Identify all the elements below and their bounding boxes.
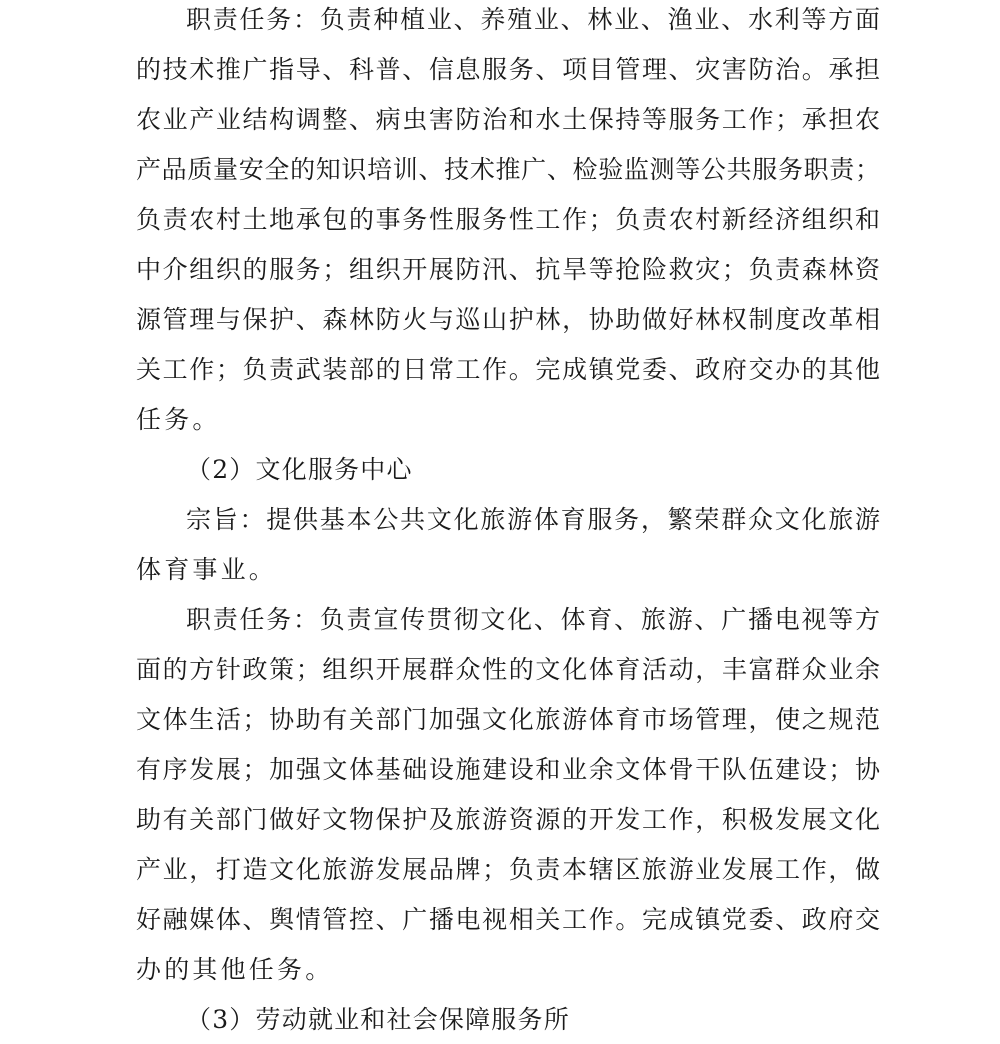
paragraph-line: 任务。 [136, 405, 221, 434]
paragraph-line: 源管理与保护、森林防火与巡山护林，协助做好林权制度改革相 [136, 305, 880, 334]
paragraph-line: 的技术推广指导、科普、信息服务、项目管理、灾害防治。承担 [136, 55, 880, 84]
paragraph-line: 产品质量安全的知识培训、技术推广、检验监测等公共服务职责； [136, 155, 880, 184]
paragraph-line: 中介组织的服务；组织开展防汛、抗旱等抢险救灾；负责森林资 [136, 255, 880, 284]
paragraph-line: 农业产业结构调整、病虫害防治和水土保持等服务工作；承担农 [136, 105, 880, 134]
paragraph-line: 体育事业。 [136, 555, 278, 584]
paragraph-line: 产业，打造文化旅游发展品牌；负责本辖区旅游业发展工作，做 [136, 855, 880, 884]
paragraph-line: 办的其他任务。 [136, 955, 334, 984]
paragraph-line: 关工作；负责武装部的日常工作。完成镇党委、政府交办的其他 [136, 355, 880, 384]
section-heading: （2）文化服务中心 [186, 455, 413, 484]
paragraph-line: 职责任务：负责宣传贯彻文化、体育、旅游、广播电视等方 [186, 605, 880, 634]
paragraph-line: 文体生活；协助有关部门加强文化旅游体育市场管理，使之规范 [136, 705, 880, 734]
paragraph-line: 好融媒体、舆情管控、广播电视相关工作。完成镇党委、政府交 [136, 905, 880, 934]
paragraph-line: 职责任务：负责种植业、养殖业、林业、渔业、水利等方面 [186, 5, 880, 34]
paragraph-line: 负责农村土地承包的事务性服务性工作；负责农村新经济组织和 [136, 205, 880, 234]
paragraph-line: 宗旨：提供基本公共文化旅游体育服务，繁荣群众文化旅游 [186, 505, 880, 534]
document-page [136, 0, 880, 1044]
paragraph-line: 有序发展；加强文体基础设施建设和业余文体骨干队伍建设；协 [136, 755, 880, 784]
paragraph-line: 助有关部门做好文物保护及旅游资源的开发工作，积极发展文化 [136, 805, 880, 834]
section-heading: （3）劳动就业和社会保障服务所 [186, 1005, 570, 1034]
paragraph-line: 面的方针政策；组织开展群众性的文化体育活动，丰富群众业余 [136, 655, 880, 684]
